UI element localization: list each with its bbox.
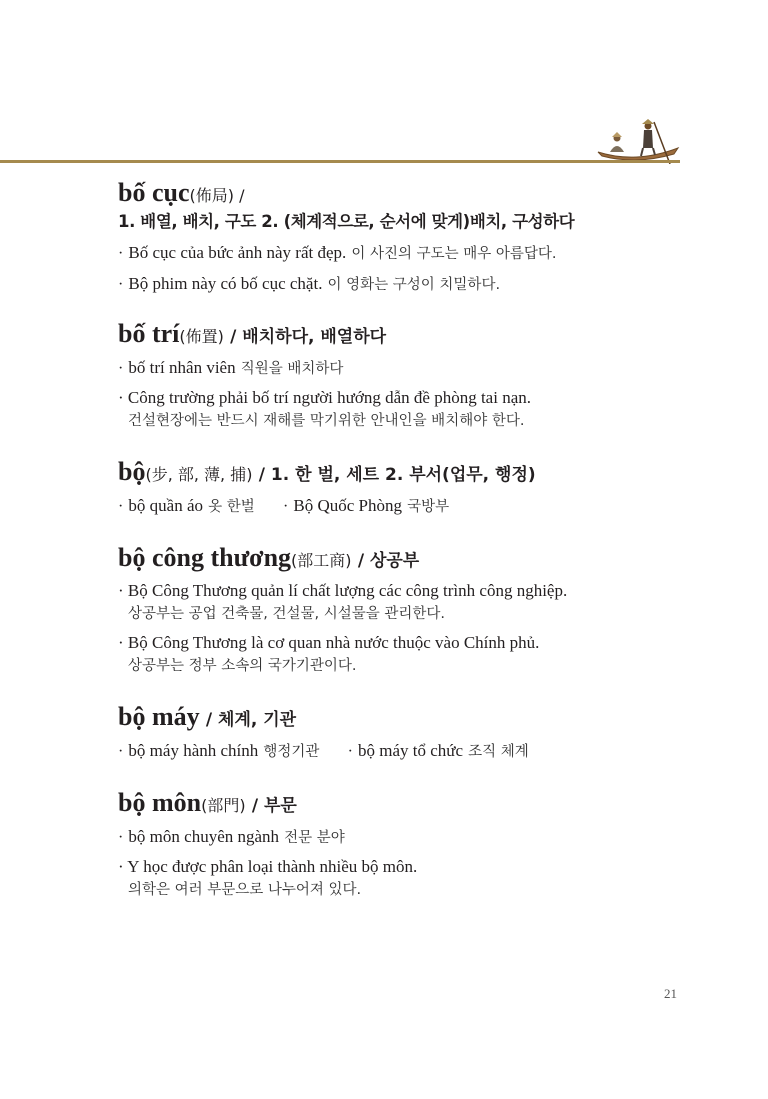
hanja: (部門) — [201, 796, 246, 815]
example-pair-row — [118, 494, 698, 519]
example-long — [118, 856, 698, 902]
entry-list — [118, 180, 698, 928]
example-vi: Công trường phải bố trí người hướng dẫn đề phòng tai nạn. — [127, 388, 531, 407]
entry-heading — [118, 459, 698, 488]
meaning: / 1. 한 벌, 세트 2. 부서(업무, 행정) — [258, 465, 536, 485]
example-vi: Bố cục của bức ảnh này rất đẹp. — [128, 243, 347, 262]
example-ko: 이 사진의 구도는 매우 아름답다. — [351, 246, 557, 262]
bullet: · — [118, 633, 124, 652]
example-ko: 전문 분야 — [284, 830, 345, 846]
headword: bộ máy — [118, 702, 200, 731]
example — [118, 825, 698, 850]
entry-heading — [118, 790, 698, 819]
boatman-illustration — [596, 118, 680, 164]
example-ko: 상공부는 공업 건축물, 건설물, 시설물을 관리한다. — [128, 606, 446, 622]
example-pair-row — [118, 739, 698, 764]
example-vi: bộ máy hành chính — [128, 741, 259, 760]
bullet: · — [118, 743, 124, 760]
example-ko: 옷 한벌 — [208, 499, 255, 515]
example-vi: bộ máy tổ chức — [358, 741, 464, 760]
bullet: · — [118, 581, 124, 600]
entry-bo — [118, 459, 698, 519]
example-long — [118, 632, 698, 678]
headword: bộ môn — [118, 788, 202, 817]
meaning: / 배치하다, 배열하다 — [230, 327, 387, 347]
example-long — [118, 387, 698, 433]
header-rule — [0, 160, 680, 163]
bullet: · — [118, 388, 124, 407]
example-vi: Bộ Công Thương là cơ quan nhà nước thuộc vào Chính phủ. — [127, 633, 540, 652]
example-vi: Y học được phân loại thành nhiều bộ môn. — [127, 857, 418, 876]
meaning: / 부문 — [251, 796, 297, 816]
example-ko: 행정기관 — [263, 744, 320, 760]
hanja: (佈置) — [179, 327, 224, 346]
example-vi: bộ môn chuyên ngành — [128, 827, 280, 846]
example-long — [118, 580, 698, 626]
entry-bo-tri — [118, 321, 698, 433]
bullet: · — [118, 360, 124, 377]
bullet: · — [347, 743, 353, 760]
example — [118, 272, 698, 297]
example-vi: Bộ phim này có bố cục chặt. — [128, 274, 323, 293]
headword: bộ công thương — [118, 543, 292, 572]
hanja: (部工商) — [291, 551, 352, 570]
example-ko: 조직 체계 — [468, 744, 529, 760]
headword: bố cục — [118, 178, 190, 207]
example-ko: 의학은 여러 부문으로 나누어져 있다. — [128, 882, 362, 898]
bullet: · — [118, 857, 124, 876]
meaning: / 체계, 기관 — [205, 710, 297, 730]
page-number: 21 — [664, 986, 677, 1001]
example-vi: Bộ Công Thương quản lí chất lượng các công trình công nghiệp. — [127, 581, 568, 600]
example-ko: 이 영화는 구성이 치밀하다. — [327, 277, 501, 293]
bullet: · — [118, 245, 124, 262]
bullet: · — [282, 498, 289, 515]
example-ko: 상공부는 정부 소속의 국가기관이다. — [128, 658, 357, 674]
entry-heading — [118, 321, 698, 350]
entry-bo-cuc — [118, 180, 698, 297]
bullet: · — [118, 498, 124, 515]
example-vi: Bộ Quốc Phòng — [293, 496, 402, 515]
entry-bo-mon — [118, 790, 698, 902]
example-vi: bố trí nhân viên — [128, 358, 236, 377]
example-ko: 건설현장에는 반드시 재해를 막기위한 안내인을 배치해야 한다. — [128, 413, 525, 429]
bullet: · — [118, 829, 124, 846]
entry-heading — [118, 180, 698, 209]
example-ko: 직원을 배치하다 — [240, 361, 344, 377]
headword: bố trí — [118, 319, 180, 348]
bullet: · — [118, 276, 124, 293]
hanja: (步, 部, 薄, 捕) — [145, 465, 253, 484]
headword: bộ — [118, 457, 146, 486]
example-vi: bộ quần áo — [128, 496, 204, 515]
example-ko: 국방부 — [407, 499, 450, 515]
entry-heading — [118, 704, 698, 733]
hanja: (佈局) / — [189, 186, 245, 205]
entry-bo-may — [118, 704, 698, 764]
entry-heading — [118, 545, 698, 574]
meaning: 1. 배열, 배치, 구도 2. (체계적으로, 순서에 맞게)배치, 구성하다 — [118, 212, 575, 231]
entry-bo-cong-thuong — [118, 545, 698, 678]
meaning: / 상공부 — [357, 551, 420, 571]
example — [118, 241, 698, 266]
example — [118, 356, 698, 381]
